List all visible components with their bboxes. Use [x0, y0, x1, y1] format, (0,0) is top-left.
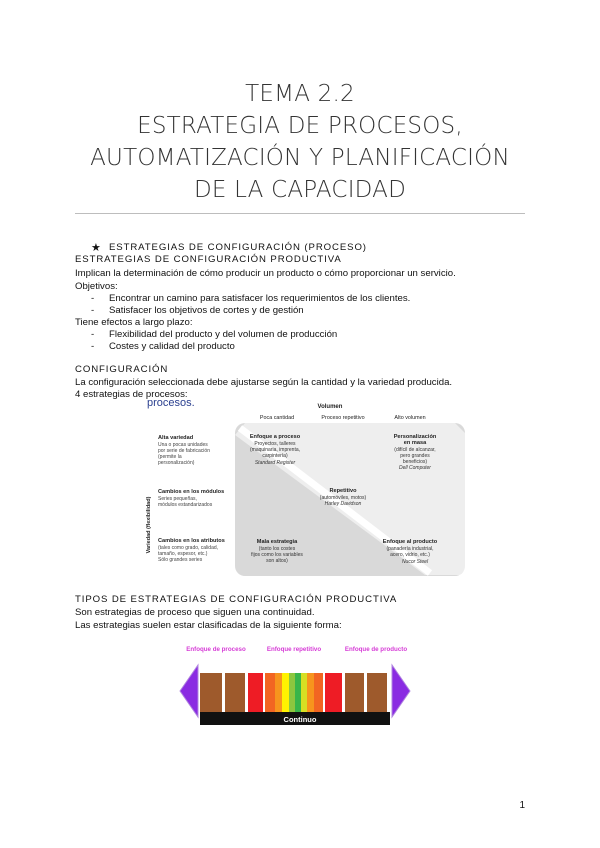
continuum-segment: [222, 673, 225, 712]
svg-text:pero grandes: pero grandes: [400, 453, 430, 459]
svg-text:Sólo grandes series: Sólo grandes series: [158, 557, 203, 563]
label-enfoque-proceso: Enfoque de proceso: [186, 646, 246, 653]
continuum-segment: [367, 673, 387, 712]
arrow-right-icon: [392, 665, 410, 717]
dash-bullet: -: [91, 305, 95, 316]
svg-text:fijos como los variables: fijos como los variables: [251, 552, 303, 558]
row-label-module-changes: [158, 489, 224, 508]
svg-text:personalización): personalización): [158, 460, 195, 466]
svg-text:Mala estrategia: Mala estrategia: [256, 539, 298, 545]
configuracion-text-1: La configuración seleccionada debe ajustarse según la cantidad y la variedad producida.: [75, 377, 453, 388]
page-number: 1: [519, 800, 525, 811]
subheading-configuracion-productiva: ESTRATEGIAS DE CONFIGURACIÓN PRODUCTIVA: [75, 254, 342, 265]
title-line-1: TEMA 2.2: [245, 81, 355, 107]
title-line-4: DE LA CAPACIDAD: [193, 177, 407, 203]
continuum-segment: [301, 673, 307, 712]
effect-item: Costes y calidad del producto: [109, 341, 235, 352]
continuum-label: Continuo: [283, 715, 317, 724]
continuum-segment: [265, 673, 275, 712]
section-heading-configuracion: CONFIGURACIÓN: [75, 364, 169, 375]
cell-process-focus: [250, 434, 301, 466]
continuum-segment: [289, 673, 295, 712]
svg-text:Alta variedad: Alta variedad: [158, 435, 194, 441]
continuum-segment: [364, 673, 367, 712]
title-line-2: ESTRATEGIA DE PROCESOS,: [137, 113, 463, 139]
continuum-segment: [275, 673, 282, 712]
svg-text:beneficios): beneficios): [402, 459, 428, 465]
dash-bullet: -: [91, 293, 95, 304]
svg-text:(maquinaria, imprenta,: (maquinaria, imprenta,: [249, 447, 301, 453]
svg-text:Cambios en los atributos: Cambios en los atributos: [158, 538, 225, 544]
dash-bullet: -: [91, 341, 95, 352]
svg-text:Personalización: Personalización: [393, 434, 437, 440]
svg-text:Standard Register: Standard Register: [254, 460, 296, 466]
svg-text:son altos): son altos): [266, 558, 288, 564]
label-enfoque-producto: Enfoque de producto: [344, 646, 408, 653]
dash-bullet: -: [91, 329, 95, 340]
process-strategy-matrix: [140, 395, 470, 580]
svg-text:Cambios en los módulos: Cambios en los módulos: [158, 489, 225, 495]
continuum-segment: [248, 673, 263, 712]
continuum-segment: [325, 673, 342, 712]
variety-axis-label: Variedad (flexibilidad): [146, 496, 152, 554]
title-line-3: AUTOMATIZACIÓN Y PLANIFICACIÓN: [90, 145, 510, 171]
continuum-segment: [314, 673, 323, 712]
svg-text:Nucor Steel: Nucor Steel: [401, 559, 429, 565]
continuum-segment: [295, 673, 301, 712]
svg-text:módulos estandarizados: módulos estandarizados: [158, 502, 213, 508]
continuum-segment: [307, 673, 314, 712]
continuum-segment: [323, 673, 325, 712]
continuum-segment: [263, 673, 265, 712]
effect-item: Flexibilidad del producto y del volumen de producción: [109, 329, 338, 340]
process-continuum-diagram: [178, 640, 418, 726]
column-header-high: Alto volumen: [394, 415, 426, 421]
volume-axis-label: Volumen: [317, 404, 343, 410]
svg-text:(panadería industrial,: (panadería industrial,: [386, 546, 434, 552]
objective-item: Satisfacer los objetivos de cortes y de gestión: [109, 305, 304, 316]
title-divider: [75, 213, 525, 214]
row-label-attribute-changes: [158, 538, 225, 563]
svg-text:en masa: en masa: [403, 440, 427, 446]
cut-caption-text: procesos.: [147, 397, 195, 409]
continuum-segment: [245, 673, 248, 712]
label-enfoque-repetitivo: Enfoque repetitivo: [266, 646, 322, 653]
svg-text:Una o pocas unidades: Una o pocas unidades: [158, 442, 208, 448]
svg-text:(automóviles, motos): (automóviles, motos): [319, 495, 367, 501]
svg-text:Repetitivo: Repetitivo: [329, 488, 357, 494]
svg-text:tamaño, espesor, etc.): tamaño, espesor, etc.): [158, 551, 208, 557]
svg-text:Dell Computer: Dell Computer: [399, 465, 431, 471]
tipos-text-1: Son estrategias de proceso que siguen una continuidad.: [75, 607, 315, 618]
continuum-segment: [200, 673, 222, 712]
arrow-left-icon: [180, 665, 198, 717]
svg-text:Proyectos, talleres: Proyectos, talleres: [254, 441, 296, 447]
svg-text:carpintería): carpintería): [262, 453, 288, 459]
svg-text:Enfoque a proceso: Enfoque a proceso: [249, 434, 301, 440]
svg-text:(permite la: (permite la: [158, 454, 182, 460]
svg-text:acero, vidrio, etc.): acero, vidrio, etc.): [390, 552, 430, 558]
continuum-segment: [345, 673, 364, 712]
svg-text:(tanto los costes: (tanto los costes: [258, 546, 296, 552]
section-heading-tipos: TIPOS DE ESTRATEGIAS DE CONFIGURACIÓN PRODUCTIVA: [75, 594, 398, 605]
continuum-bars: [200, 673, 387, 712]
effects-label: Tiene efectos a largo plazo:: [75, 317, 193, 328]
configuracion-text-2: 4 estrategias de procesos:: [75, 389, 188, 400]
page-title: [0, 78, 600, 206]
column-header-repetitive: Proceso repetitivo: [321, 415, 365, 421]
objective-item: Encontrar un camino para satisfacer los requerimientos de los clientes.: [109, 293, 411, 304]
tipos-text-2: Las estrategias suelen estar clasificadas de la siguiente forma:: [75, 620, 342, 631]
continuum-segment: [342, 673, 345, 712]
svg-text:Harley Davidson: Harley Davidson: [324, 501, 362, 507]
svg-text:Series pequeñas,: Series pequeñas,: [158, 496, 197, 502]
svg-text:Enfoque al producto: Enfoque al producto: [382, 539, 438, 545]
cell-mass-customization: [394, 434, 437, 471]
column-header-low: Poca cantidad: [259, 415, 295, 421]
objectives-label: Objetivos:: [75, 281, 118, 292]
section-heading-configuracion-proceso: ESTRATEGIAS DE CONFIGURACIÓN (PROCESO): [109, 242, 367, 253]
svg-text:por serie de fabricación: por serie de fabricación: [158, 448, 210, 454]
continuum-segment: [282, 673, 289, 712]
intro-text: Implican la determinación de cómo producir un producto o cómo proporcionar un servicio.: [75, 268, 456, 279]
row-label-high-variety: [158, 435, 210, 466]
svg-text:(tales como grado, calidad,: (tales como grado, calidad,: [158, 545, 219, 551]
svg-text:(difícil de alcanzar,: (difícil de alcanzar,: [394, 447, 436, 453]
star-bullet-icon: ★: [91, 242, 101, 254]
continuum-segment: [225, 673, 245, 712]
